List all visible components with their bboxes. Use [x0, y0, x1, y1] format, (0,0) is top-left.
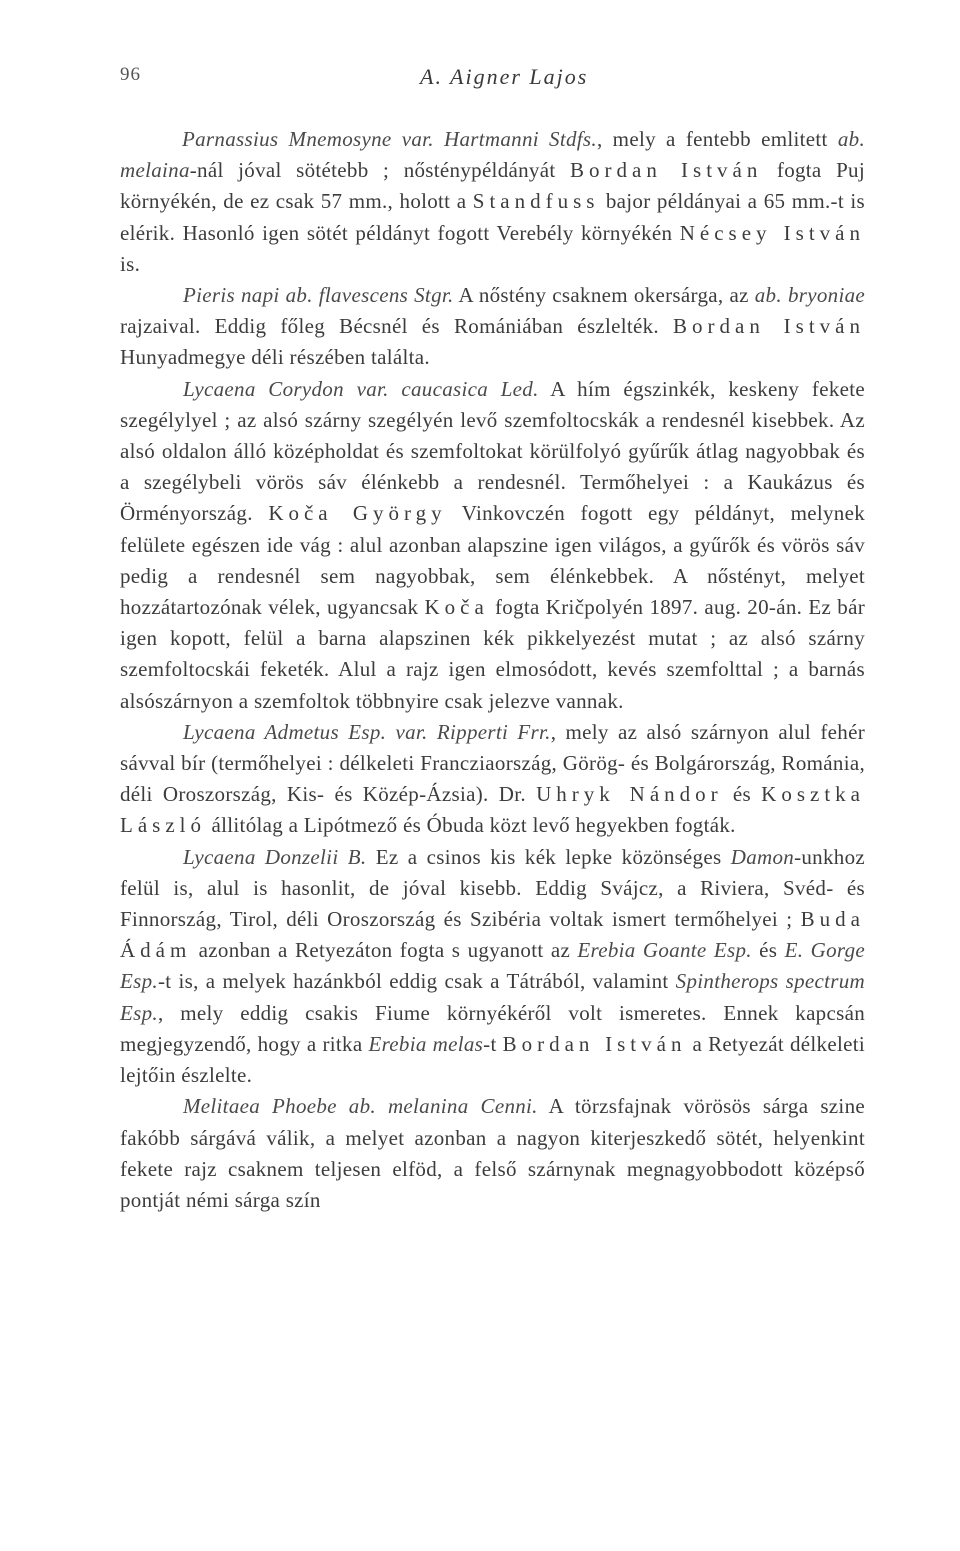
- italic-name: Lycaena Admetus Esp. var. Ripperti Frr.: [183, 719, 551, 744]
- text-run: és: [751, 938, 785, 963]
- italic-name: Melitaea Phoebe ab. melanina Cenni.: [183, 1094, 538, 1119]
- text-run: A nőstény csaknem okersárga, az: [453, 283, 755, 308]
- spaced-name: Koča György: [268, 501, 447, 526]
- text-run: fogta Puj környékén, de ez csak 57 mm., holott a: [120, 158, 865, 214]
- paragraph: [120, 280, 865, 374]
- text-run: , mely az alsó szárnyon alul fehér sávval bír (termőhelyei : délkeleti Francziaország, Görög- és Bolgárország, Románia, déli Oroszország, Kis- és Közép-Ázsia). Dr.: [120, 719, 865, 807]
- italic-name: Lycaena Donzelii B.: [183, 844, 367, 869]
- italic-name: ab. melaina: [120, 127, 865, 183]
- italic-name: Damon: [730, 844, 795, 869]
- italic-name: ab. bryoniae: [754, 283, 865, 308]
- spaced-name: Bordan István: [502, 1031, 687, 1056]
- text-run: , mely a fentebb emlitett: [596, 127, 838, 151]
- paragraph: [120, 124, 865, 280]
- body-text: [120, 124, 865, 1216]
- spaced-name: Nécsey István: [679, 220, 865, 245]
- text-run: bajor példányai a 65 mm.-t is elérik. Hasonló igen sötét példányt fogott Verebély környékén: [120, 189, 865, 245]
- text-run: is.: [120, 251, 141, 276]
- paragraph: [120, 374, 865, 717]
- text-run: -t: [483, 1031, 503, 1056]
- text-run: Vinkovczén fogott egy példányt, melynek felülete egészen ide vág : alul azonban alapszine igen világos, a gyűrők és vörös sáv pedig a rendesnél sem nagyobbak, sem élénkebbek. A nőstényt, melyet hozzátartozónak vélek, ugyancsak: [120, 501, 865, 620]
- text-run: A törzsfajnak vörösös sárga szine fakóbb sárgává válik, a melyet azonban a nagyon kiterjeszkedő sötét, helyenkint fekete rajz csaknem teljesen elföd, a felső szárnynak megnagyobbodott középső pontját némi sárga szín: [120, 1094, 865, 1212]
- italic-name: Parnassius Mnemosyne var. Hartmanni Stdfs.: [182, 127, 597, 151]
- text-run: azonban a Retyezáton fogta s ugyanott az: [191, 938, 578, 963]
- text-run: A hím égszinkék, keskeny fekete szegélylyel ; az alsó szárny szegélyén levő szemfoltocskák a rendesnél kisebbek. Az alsó oldalon álló középholdat és szemfoltokat körülfolyó gyűrűk átlag nagyobbak és a szegélybeli vörös sáv élénkebb a rendesnél. Termőhelyei : a Kaukázus és Örményország.: [120, 376, 865, 526]
- text-run: -nál jóval sötétebb ; nősténypéldányát: [189, 158, 570, 183]
- text-run: -t is, a melyek hazánkból eddig csak a Tátrából, valamint: [157, 969, 676, 994]
- text-run: , mely eddig csakis Fiume környékéről volt ismeretes. Ennek kapcsán megjegyzendő, hogy a ritka: [120, 1000, 865, 1056]
- text-run: fogta Kričpolyén 1897. aug. 20-án. Ez bár igen kopott, felül a barna alapszinen kék pikkelyezést mutat ; az alsó szárny szemfoltocskái feketék. Alul a rajz igen elmosódott, kevés szemfolttal ; a barnás alsószárnyon a szemfoltok többnyire csak jelezve vannak.: [120, 595, 865, 713]
- running-head: [120, 64, 865, 96]
- paragraph: [120, 1091, 865, 1216]
- text-run: -unkhoz felül is, alul is hasonlit, de jóval kisebb. Eddig Svájcz, a Riviera, Svéd- és Finnország, Tirol, déli Oroszország és Szibéria voltak ismert termőhelyei ;: [120, 844, 865, 932]
- spaced-name: Uhryk Nándor: [536, 782, 723, 807]
- spaced-name: Bordan István: [673, 314, 865, 339]
- spaced-name: Buda Ádám: [120, 907, 865, 963]
- italic-name: Erebia Goante Esp.: [577, 938, 752, 963]
- spaced-name: Koča: [424, 595, 489, 620]
- text-run: Hunyadmegye déli részében találta.: [120, 345, 430, 370]
- text-run: rajzaival. Eddig főleg Bécsnél és Romániában észlelték.: [120, 314, 674, 339]
- italic-name: Lycaena Corydon var. caucasica Led.: [183, 376, 539, 401]
- page-number: 96: [120, 64, 141, 85]
- spaced-name: Kosztka László: [120, 782, 865, 838]
- spaced-name: Bordan István: [570, 158, 763, 183]
- text-run: Ez a csinos kis kék lepke közönséges: [366, 844, 731, 869]
- text-run: és: [722, 782, 762, 807]
- italic-name: Spintherops spectrum Esp.: [120, 969, 865, 1025]
- paragraph: [120, 717, 865, 842]
- paragraph: [120, 842, 865, 1092]
- italic-name: Pieris napi ab. flavescens Stgr.: [183, 283, 454, 308]
- text-run: állitólag a Lipótmező és Óbuda közt levő hegyekben fogták.: [205, 813, 736, 838]
- italic-name: E. Gorge Esp.: [120, 938, 865, 994]
- italic-name: Erebia melas: [368, 1031, 484, 1056]
- spaced-name: Standfuss: [472, 189, 600, 214]
- text-run: a Retyezát délkeleti lejtőin észlelte.: [120, 1031, 865, 1088]
- running-head-author: A. Aigner Lajos: [420, 64, 589, 89]
